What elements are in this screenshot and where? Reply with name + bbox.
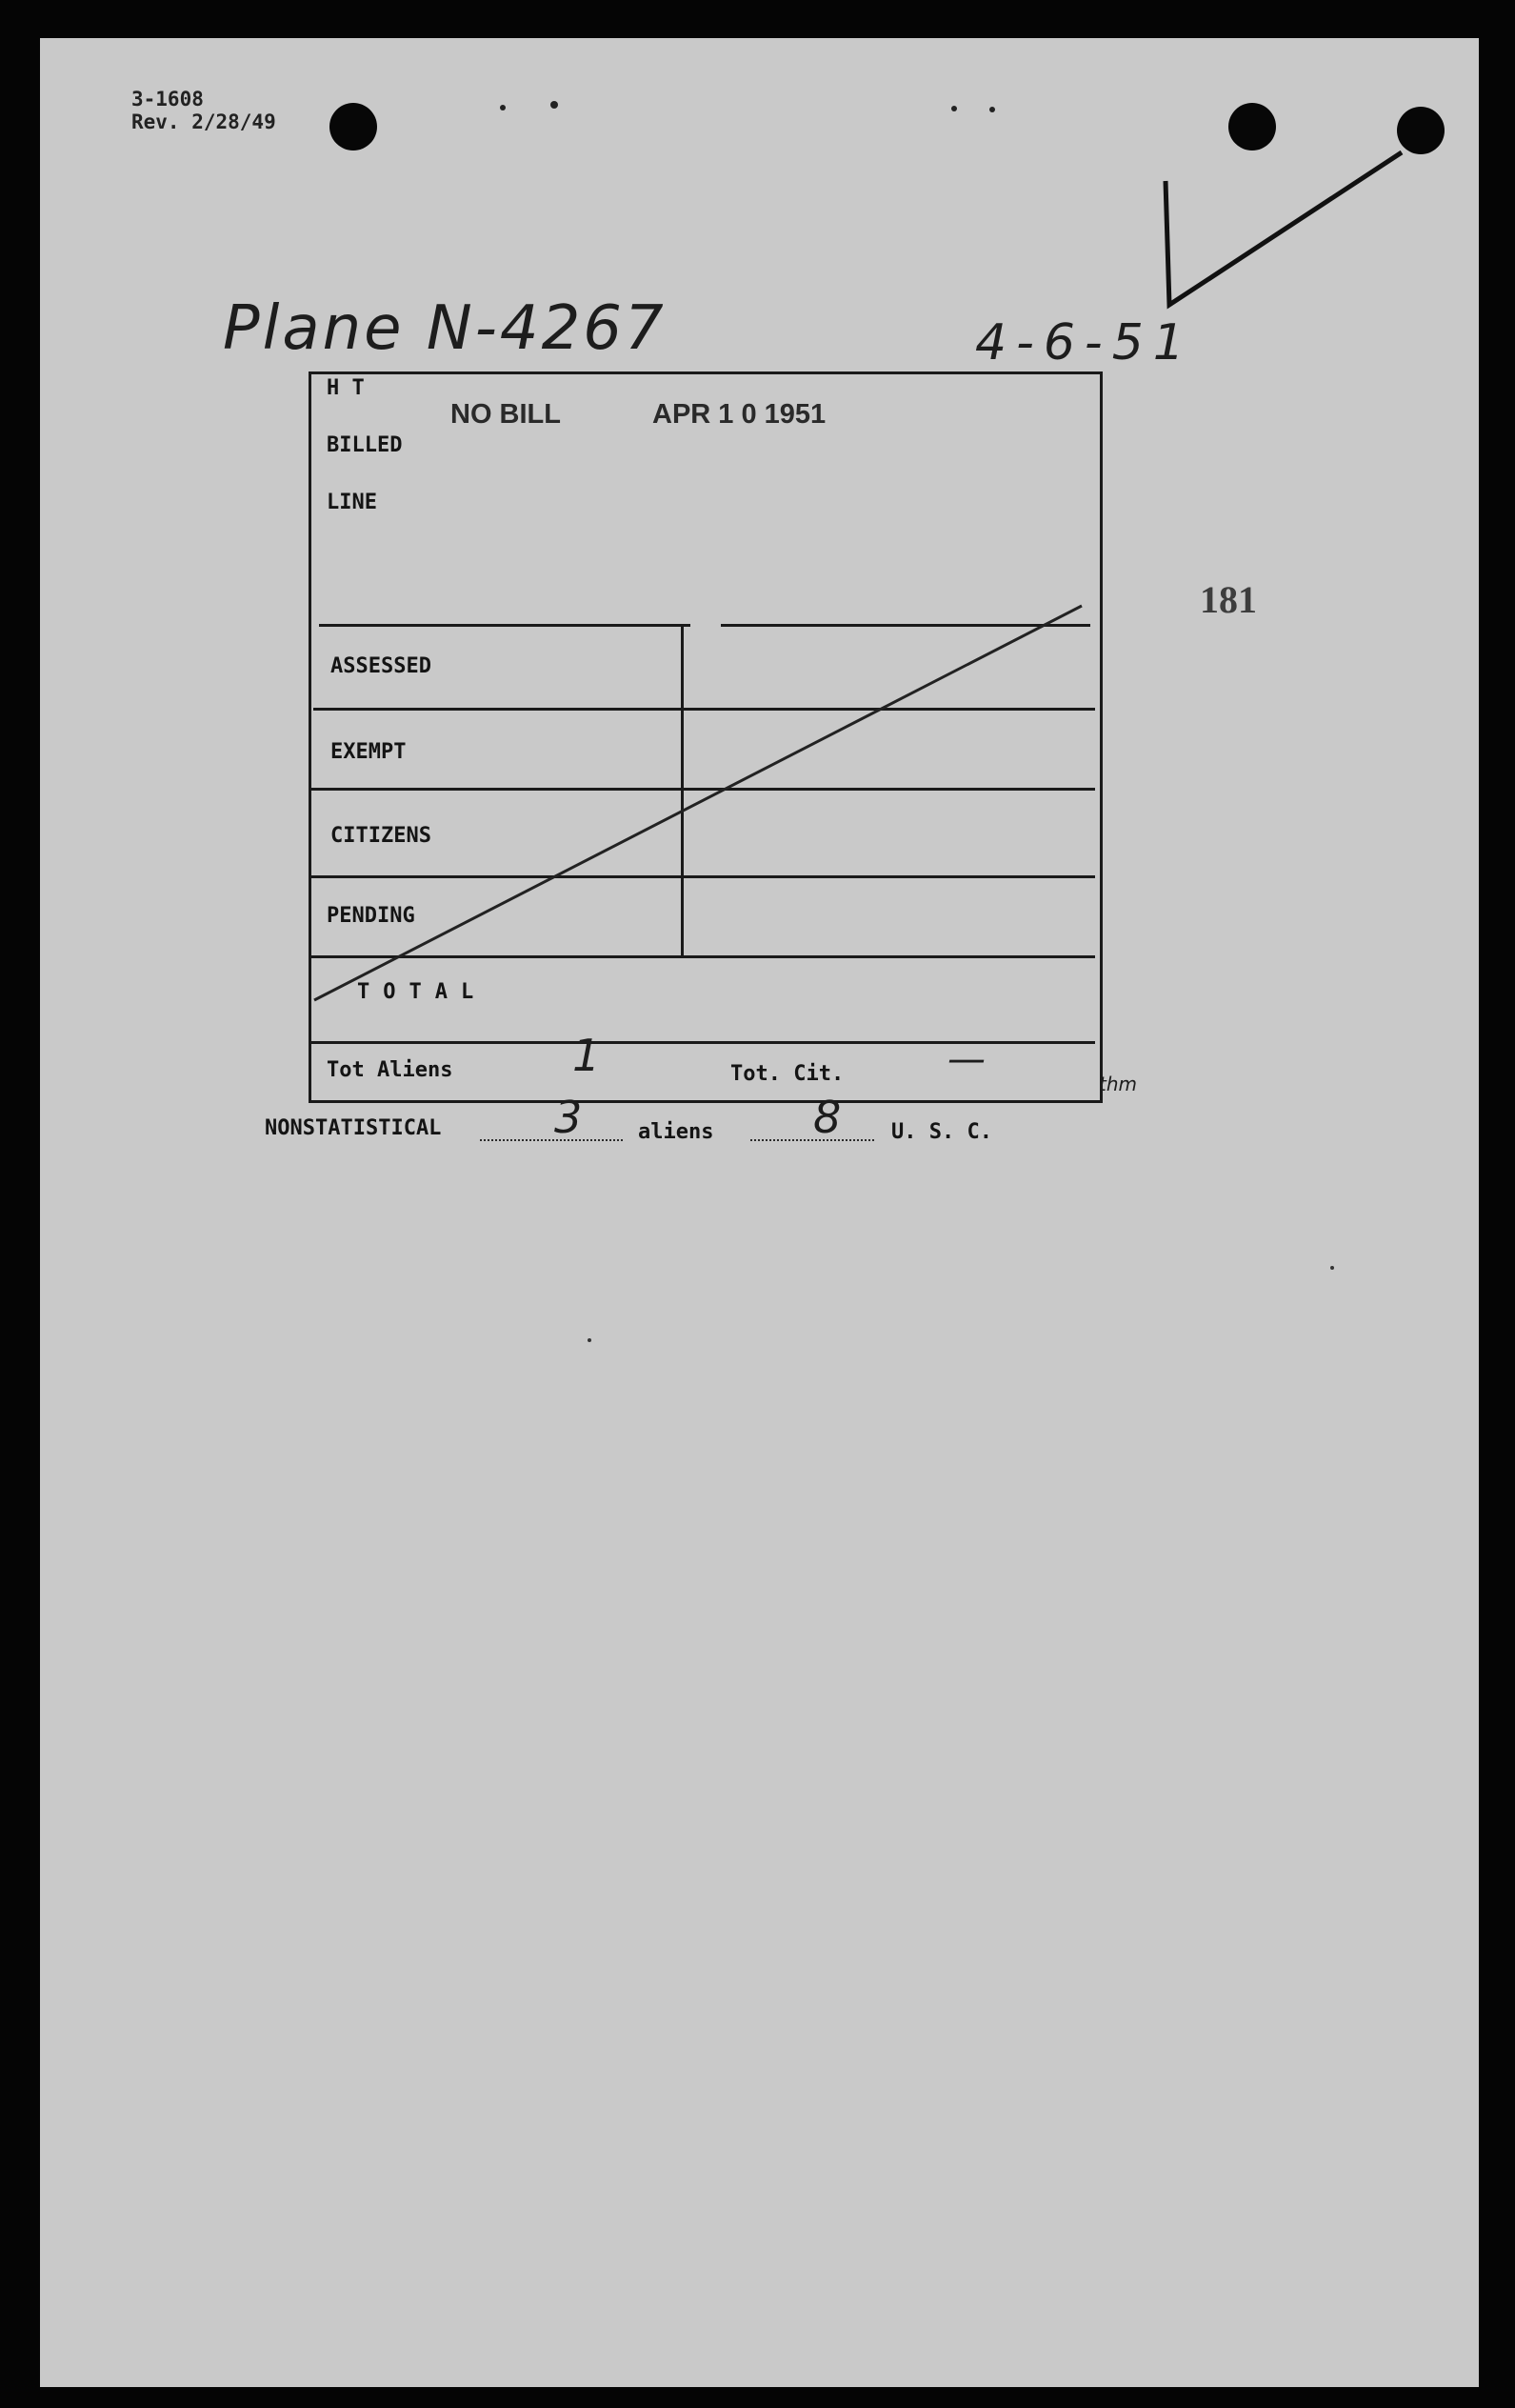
speck: [588, 1338, 591, 1342]
nonstat-usc-value: 8: [813, 1092, 842, 1143]
form-number: 3-1608: [131, 88, 204, 110]
marks-overlay: [40, 38, 1479, 2387]
speck: [989, 107, 995, 112]
check-mark: [1166, 152, 1402, 305]
ht-label: H T: [327, 376, 365, 400]
form-revision: Rev. 2/28/49: [131, 110, 276, 133]
tot-aliens-label: Tot Aliens: [327, 1058, 453, 1082]
billed-label: BILLED: [327, 433, 403, 457]
nonstatistical-label: NONSTATISTICAL: [265, 1116, 442, 1140]
nonstat-aliens-value: 3: [554, 1092, 583, 1143]
citizens-label: CITIZENS: [330, 824, 431, 848]
speck: [500, 105, 506, 110]
handwritten-initials: thm: [1099, 1073, 1137, 1095]
speck: [550, 101, 558, 109]
speck: [1330, 1266, 1334, 1270]
sheet-number: 181: [1200, 578, 1257, 621]
document-page: [40, 38, 1479, 2387]
speck: [951, 106, 957, 111]
date-stamp: APR 1 0 1951: [652, 399, 827, 430]
line-label: LINE: [327, 491, 377, 514]
no-bill-stamp: NO BILL: [450, 399, 561, 430]
handwritten-plane: Plane N-4267: [223, 293, 667, 364]
tot-cit-label: Tot. Cit.: [730, 1062, 845, 1086]
usc-label: U. S. C.: [891, 1120, 992, 1144]
handwritten-date: 4-6-51: [975, 314, 1194, 371]
exempt-label: EXEMPT: [330, 740, 407, 764]
tot-cit-mark: —: [947, 1037, 986, 1081]
assessed-label: ASSESSED: [330, 654, 431, 678]
pending-label: PENDING: [327, 904, 415, 928]
tot-aliens-value: 1: [572, 1030, 601, 1081]
aliens-label: aliens: [638, 1120, 714, 1144]
strike-through-line: [314, 606, 1082, 1000]
total-label: TOTAL: [357, 980, 488, 1004]
